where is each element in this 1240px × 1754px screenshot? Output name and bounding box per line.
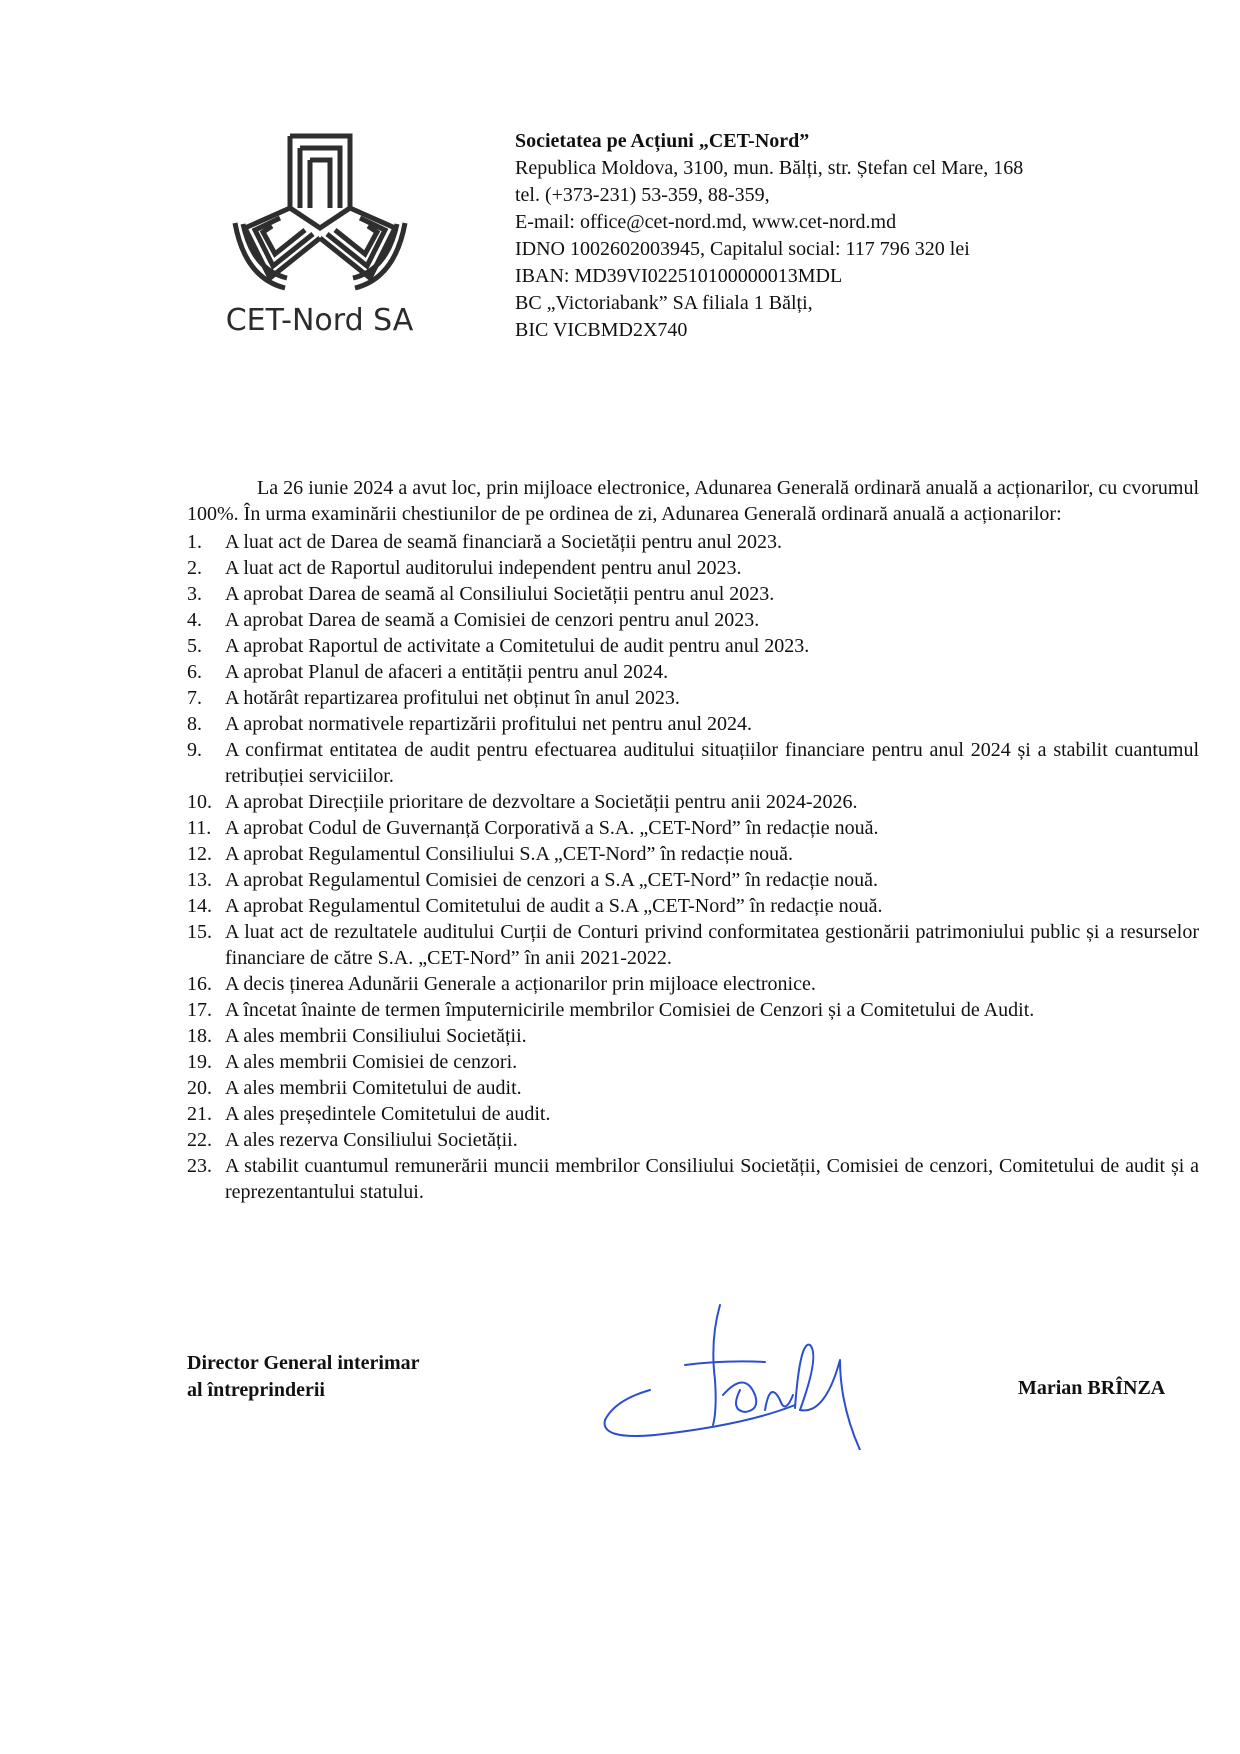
- item-number: 14.: [187, 895, 212, 917]
- item-number: 23.: [187, 1155, 212, 1177]
- item-text: A hotărât repartizarea profitului net obținut în anul 2023.: [225, 687, 680, 709]
- item-text: A aprobat Raportul de activitate a Comitetului de audit pentru anul 2023.: [225, 635, 810, 657]
- list-item: [187, 1075, 1199, 1101]
- item-text: A decis ținerea Adunării Generale a acționarilor prin mijloace electronice.: [225, 973, 816, 995]
- signatory-title-line2: al întreprinderii: [187, 1379, 325, 1401]
- item-text: A confirmat entitatea de audit pentru efectuarea auditului situațiilor financiare pentru anul 2024 și a stabilit cuantumul retribuției serviciilor.: [225, 739, 1199, 787]
- list-item: [187, 971, 1199, 997]
- cet-nord-logo-icon: [225, 128, 415, 298]
- item-number: 5.: [187, 635, 202, 657]
- item-number: 20.: [187, 1077, 212, 1099]
- item-number: 7.: [187, 687, 202, 709]
- handwritten-signature: [595, 1300, 875, 1455]
- list-item: [187, 581, 1199, 607]
- item-text: A aprobat Direcțiile prioritare de dezvoltare a Societății pentru anii 2024-2026.: [225, 791, 858, 813]
- item-text: A ales membrii Consiliului Societății.: [225, 1025, 527, 1047]
- item-number: 3.: [187, 583, 202, 605]
- item-number: 9.: [187, 739, 202, 761]
- item-text: A aprobat Regulamentul Comitetului de audit a S.A „CET-Nord” în redacție nouă.: [225, 895, 883, 917]
- item-number: 11.: [187, 817, 212, 839]
- list-item: [187, 711, 1199, 737]
- company-iban: IBAN: MD39VI022510100000013MDL: [515, 265, 843, 287]
- item-text: A aprobat Darea de seamă a Comisiei de cenzori pentru anul 2023.: [225, 609, 760, 631]
- item-text: A aprobat Regulamentul Comisiei de cenzori a S.A „CET-Nord” în redacție nouă.: [225, 869, 878, 891]
- list-item: [187, 685, 1199, 711]
- list-item: [187, 1023, 1199, 1049]
- company-address: Republica Moldova, 3100, mun. Bălți, str. Ștefan cel Mare, 168: [515, 157, 1024, 179]
- item-text: A ales președintele Comitetului de audit.: [225, 1103, 551, 1125]
- list-item: [187, 815, 1199, 841]
- item-text: A luat act de Darea de seamă financiară a Societății pentru anul 2023.: [225, 531, 782, 553]
- item-text: A încetat înainte de termen împuternicirile membrilor Comisiei de Cenzori și a Comitetului de Audit.: [225, 999, 1035, 1021]
- item-number: 6.: [187, 661, 202, 683]
- list-item: [187, 607, 1199, 633]
- item-text: A aprobat normativele repartizării profitului net pentru anul 2024.: [225, 713, 753, 735]
- company-email: E-mail: office@cet-nord.md, www.cet-nord.md: [515, 211, 897, 233]
- list-item: [187, 1153, 1199, 1205]
- company-bic: BIC VICBMD2X740: [515, 319, 688, 341]
- item-text: A aprobat Regulamentul Consiliului S.A „CET-Nord” în redacție nouă.: [225, 843, 794, 865]
- list-item: [187, 529, 1199, 555]
- signatory-title: [187, 1350, 420, 1404]
- company-bank: BC „Victoriabank” SA filiala 1 Bălți,: [515, 292, 813, 314]
- item-number: 15.: [187, 921, 212, 943]
- signature-icon: [595, 1300, 875, 1450]
- list-item: [187, 1127, 1199, 1153]
- item-text: A ales rezerva Consiliului Societății.: [225, 1129, 518, 1151]
- intro-paragraph: La 26 iunie 2024 a avut loc, prin mijloace electronice, Adunarea Generală ordinară anuală a acționarilor, cu cvorumul 100%. În urma examinării chestiunilor de pe ordinea de zi, Adunarea Generală ordinară anuală a acționarilor:: [187, 477, 1199, 525]
- item-text: A ales membrii Comitetului de audit.: [225, 1077, 522, 1099]
- list-item: [187, 789, 1199, 815]
- item-text: A aprobat Darea de seamă al Consiliului Societății pentru anul 2023.: [225, 583, 775, 605]
- item-text: A stabilit cuantumul remunerării muncii membrilor Consiliului Societății, Comisiei de cenzori, Comitetului de audit și a reprezentantului statului.: [225, 1155, 1199, 1203]
- item-number: 10.: [187, 791, 212, 813]
- item-number: 17.: [187, 999, 212, 1021]
- company-phone: tel. (+373-231) 53-359, 88-359,: [515, 184, 770, 206]
- list-item: [187, 737, 1199, 789]
- company-name: Societatea pe Acțiuni „CET-Nord”: [515, 130, 810, 152]
- item-number: 2.: [187, 557, 202, 579]
- item-number: 21.: [187, 1103, 212, 1125]
- logo-wordmark: CET-Nord SA: [225, 303, 414, 338]
- list-item: [187, 867, 1199, 893]
- item-text: A luat act de rezultatele auditului Curții de Conturi privind conformitatea gestionării patrimoniului public și a resurselor financiare de către S.A. „CET-Nord” în anii 2021-2022.: [225, 921, 1199, 969]
- item-number: 22.: [187, 1129, 212, 1151]
- item-text: A luat act de Raportul auditorului independent pentru anul 2023.: [225, 557, 742, 579]
- list-item: [187, 997, 1199, 1023]
- signatory-name: Marian BRÎNZA: [1018, 1377, 1166, 1399]
- document-body: [187, 475, 1199, 1205]
- list-item: [187, 919, 1199, 971]
- signatory-title-line1: Director General interimar: [187, 1352, 420, 1374]
- list-item: [187, 555, 1199, 581]
- item-number: 16.: [187, 973, 212, 995]
- item-number: 18.: [187, 1025, 212, 1047]
- item-number: 13.: [187, 869, 212, 891]
- list-item: [187, 1049, 1199, 1075]
- item-text: A aprobat Codul de Guvernanță Corporativă a S.A. „CET-Nord” în redacție nouă.: [225, 817, 879, 839]
- company-idno: IDNO 1002602003945, Capitalul social: 117 796 320 lei: [515, 238, 970, 260]
- item-number: 4.: [187, 609, 202, 631]
- decisions-list: [187, 529, 1199, 1205]
- list-item: [187, 1101, 1199, 1127]
- company-header: [515, 128, 1023, 344]
- list-item: [187, 893, 1199, 919]
- item-number: 19.: [187, 1051, 212, 1073]
- company-logo: [205, 128, 430, 348]
- list-item: [187, 633, 1199, 659]
- item-text: A aprobat Planul de afaceri a entității pentru anul 2024.: [225, 661, 669, 683]
- item-text: A ales membrii Comisiei de cenzori.: [225, 1051, 518, 1073]
- item-number: 8.: [187, 713, 202, 735]
- item-number: 12.: [187, 843, 212, 865]
- item-number: 1.: [187, 531, 202, 553]
- list-item: [187, 841, 1199, 867]
- list-item: [187, 659, 1199, 685]
